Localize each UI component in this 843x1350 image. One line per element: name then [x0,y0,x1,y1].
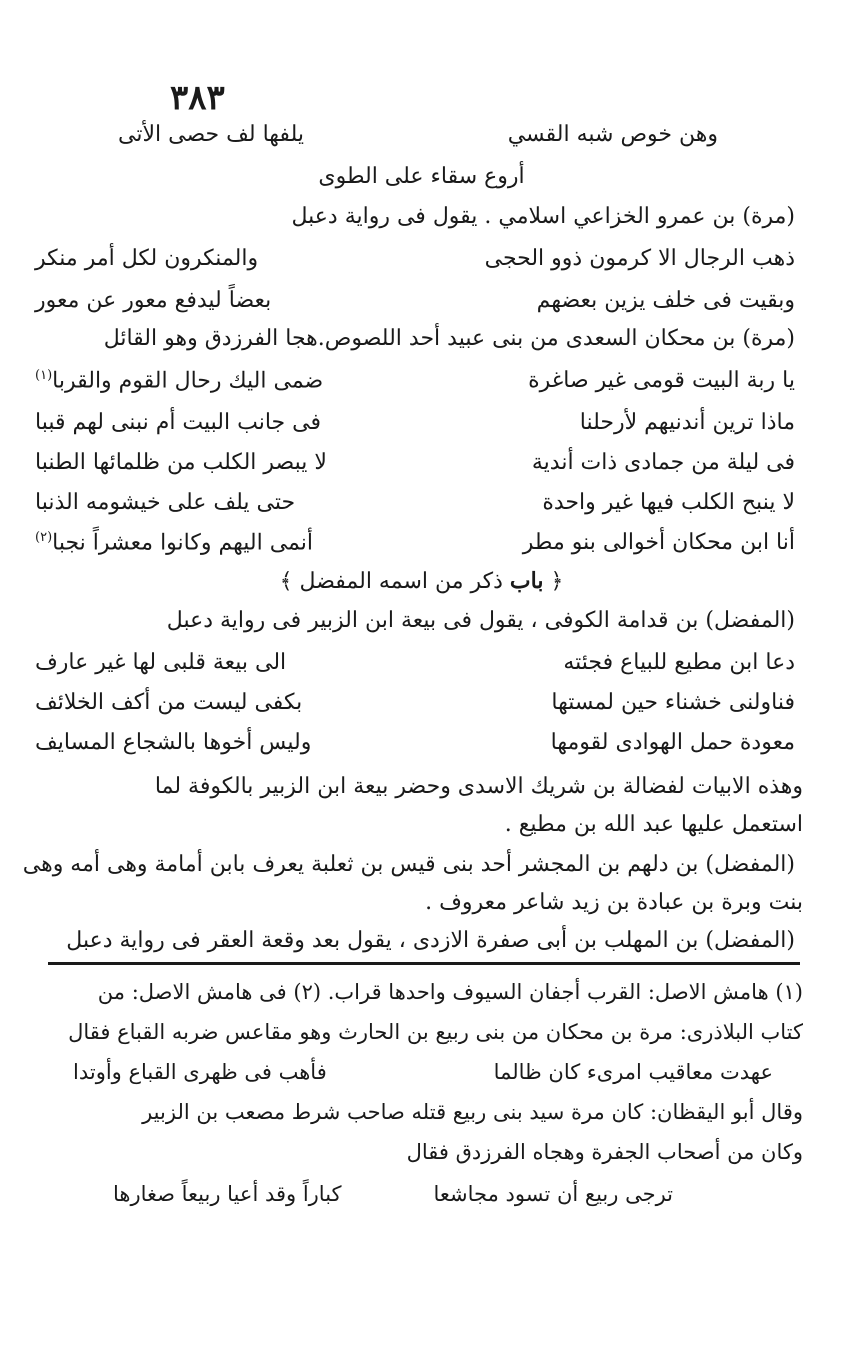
verse-line [35,730,795,756]
verse-first-hemistich: وبقيت فى خلف يزين بعضهم [536,288,795,313]
opening-verse-continuation: أروع سقاء على الطوى [318,164,525,189]
verse-second-hemistich: بعضاً ليدفع معور عن معور [35,288,272,313]
verse-line [35,410,795,436]
verse-second-hemistich-with-note [35,530,313,557]
footnote-marker: (٢) [35,530,53,545]
verse-line [35,690,795,716]
verse-line [35,450,795,476]
entry-intro-mufaddal-ibn-dalham: (المفضل) بن دلهم بن المجشر أحد بنى قيس بن ثعلبة يعرف بابن أمامة وهى أمه وهى [22,852,795,877]
verse-line [35,490,795,516]
verse-first-hemistich: لا ينبح الكلب فيها غير واحدة [542,490,795,515]
entry-intro-murra-ibn-amr: (مرة) بن عمرو الخزاعي اسلامي . يقول فى رواية دعبل [291,204,795,229]
opening-verse-second-hemistich: يلفها لف حصى الأتى [118,122,304,147]
footnote-line: كتاب البلاذرى: مرة بن محكان من بنى ربيع بن الحارث وهو مقاعس ضربه القباع فقال [68,1020,803,1044]
verse-first-hemistich: عهدت معاقيب امرىء كان ظالما [493,1060,773,1084]
entry-text: بنت وبرة بن عبادة بن زيد شاعر معروف . [425,890,803,915]
verse-second-hemistich: الى بيعة قلبى لها غير عارف [35,650,287,675]
verse-first-hemistich: فى ليلة من جمادى ذات أندية [531,450,795,475]
verse-line [35,246,795,272]
verse-first-hemistich: أنا ابن محكان أخوالى بنو مطر [522,530,795,555]
verse-line [35,288,795,314]
entry-intro-murra-ibn-mihkan: (مرة) بن محكان السعدى من بنى عبيد أحد اللصوص.هجا الفرزدق وهو القائل [103,326,795,351]
verse-first-hemistich: دعا ابن مطيع للبياع فجئته [563,650,795,675]
ornament-open: ﴿ [550,569,564,594]
page-number: ٣٨٣ [170,78,225,118]
verse-second-hemistich: أنمى اليهم وكانوا معشراً نجبا [52,530,313,556]
footnote-verse [73,1060,773,1085]
verse-second-hemistich: فأهب فى ظهرى القباع وأوتدا [73,1060,327,1084]
opening-verse [118,122,718,148]
verse-second-hemistich: بكفى ليست من أكف الخلائف [35,690,303,715]
footnote-line: (١) هامش الاصل: القرب أجفان السيوف واحدها قراب. (٢) فى هامش الاصل: من [97,980,803,1004]
verse-second-hemistich: والمنكرون لكل أمر منكر [35,246,259,271]
footnote-marker: (١) [35,368,53,383]
verse-first-hemistich: فناولنى خشناء حين لمستها [551,690,795,715]
verse-first-hemistich: ماذا ترين أندنيهم لأرحلنا [579,410,795,435]
verse-first-hemistich: يا ربة البيت قومى غير صاغرة [528,368,795,393]
entry-note: وهذه الابيات لفضالة بن شريك الاسدى وحضر بيعة ابن الزبير بالكوفة لما [154,774,803,799]
verse-second-hemistich: ضمى اليك رحال القوم والقربا [52,368,324,394]
chapter-heading [0,568,843,595]
verse-first-hemistich: ترجى ربيع أن تسود مجاشعا [433,1182,673,1206]
entry-intro-mufaddal-ibn-qudama: (المفضل) بن قدامة الكوفى ، يقول فى بيعة ابن الزبير فى رواية دعبل [166,608,795,633]
footnote-rule [48,962,800,965]
opening-verse-first-hemistich: وهن خوص شبه القسي [507,122,718,147]
verse-second-hemistich-with-note [35,368,323,395]
entry-intro-mufaddal-ibn-al-muhallab: (المفضل) بن المهلب بن أبى صفرة الازدى ، يقول بعد وقعة العقر فى رواية دعبل [66,928,795,953]
verse-line [35,650,795,676]
footnote-line: وقال أبو اليقظان: كان مرة سيد بنى ربيع قتله صاحب شرط مصعب بن الزبير [142,1100,803,1124]
footnote-verse [113,1182,673,1207]
verse-line [35,368,795,395]
chapter-title: ذكر من اسمه المفضل [299,569,503,594]
chapter-word: باب [509,568,544,594]
ornament-close: ﴾ [279,569,293,594]
verse-line [35,530,795,557]
verse-first-hemistich: ذهب الرجال الا كرمون ذوو الحجى [484,246,795,271]
verse-second-hemistich: حتى يلف على خيشومه الذنبا [35,490,296,515]
verse-second-hemistich: وليس أخوها بالشجاع المسايف [35,730,312,755]
verse-second-hemistich: كباراً وقد أعيا ربيعاً صغارها [113,1182,342,1206]
entry-note: استعمل عليها عبد الله بن مطيع . [504,812,803,837]
footnote-line: وكان من أصحاب الجفرة وهجاه الفرزدق فقال [406,1140,803,1164]
verse-second-hemistich: لا يبصر الكلب من ظلمائها الطنبا [35,450,327,475]
verse-first-hemistich: معودة حمل الهوادى لقومها [550,730,795,755]
verse-second-hemistich: فى جانب البيت أم نبنى لهم قببا [35,410,321,435]
